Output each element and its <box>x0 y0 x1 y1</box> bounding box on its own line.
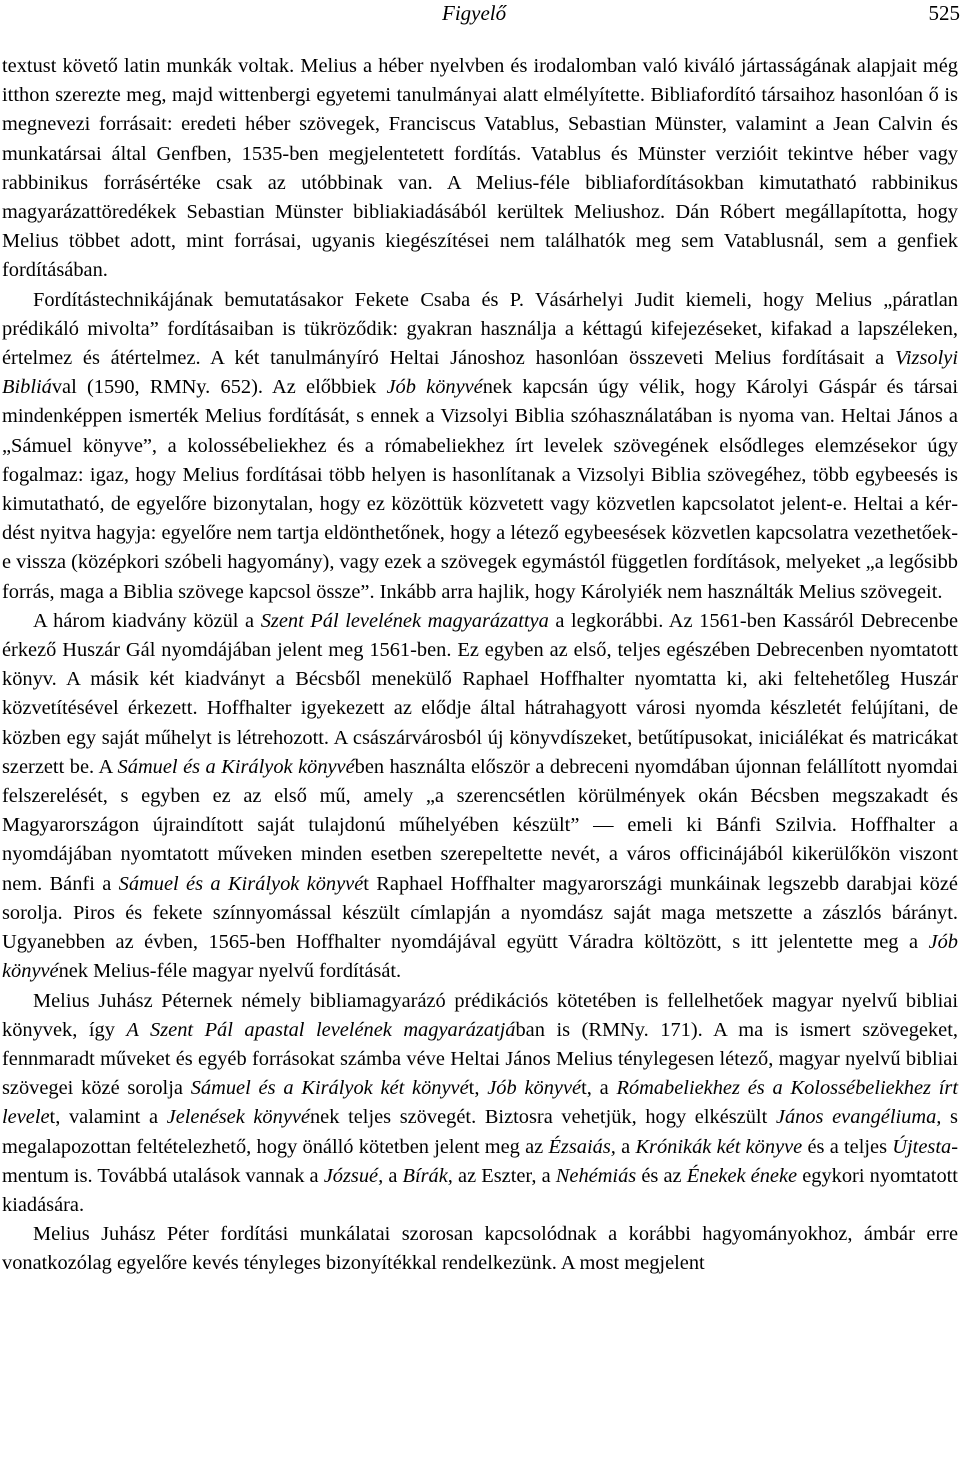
italic-title-text: Sámuel és a Királyok könyvé <box>118 872 364 895</box>
text-run: val (1590, RMNy. 652). Az előbbiek <box>51 376 387 399</box>
paragraph <box>2 607 958 987</box>
italic-title-text: János evangéliuma, <box>775 1106 942 1129</box>
italic-title-text: A Szent Pál apastal levelének magyarázatjá <box>126 1018 516 1041</box>
italic-title-text: Sámuel és a Királyok két könyvé <box>190 1077 469 1100</box>
italic-title-text: Sámuel és a Királyok könyvé <box>117 755 355 778</box>
text-run: Melius Juhász Péternek némely bibliamagyarázó prédikációs kötetében is fellelhetőek magyar nyelvű bibliai könyvek, így <box>2 989 958 1041</box>
italic-title-text: Nehémiás <box>555 1164 637 1187</box>
running-title: Figyelő <box>442 1 507 25</box>
body-text <box>2 52 958 1279</box>
italic-title-text: Énekek éneke <box>686 1164 798 1187</box>
paragraph <box>2 286 958 607</box>
page-number: 525 <box>928 1 960 25</box>
text-run: t, a <box>581 1077 617 1100</box>
text-run: t, valamint a <box>49 1106 167 1129</box>
text-run: textust követő latin munkák voltak. Melius a héber nyelvben és irodalomban való kiváló jártasságának alapjait még itthon szerezte meg, majd wittenbergi egyetemi tanulmányai alatt elmélyítette. Bibliafordító társaihoz hasonlóan ő is megnevezi forrásait: eredeti héber szövegek, Franciscus Vatablus, Sebastian Münster, valamint a Jean Calvin és munkatársai által Genfben, 1535-ben megjelentetett fordítás. Vatablus és Münster verzióit tekintve héber vagy rabbinikus forrásértéke csak az utóbbinak van. A Melius-féle bibliafordításokban kimutatható rabbinikus magyarázattöredékek Sebastian Münster bibliakiadásából kerültek Meliushoz. Dán Róbert megállapította, hogy Melius többet adott, mint forrásai, ugyanis kiegészítései nem találhatók meg sem Vatablusnál, sem a genfiek fordításában. <box>2 55 958 282</box>
paragraph <box>2 987 958 1221</box>
text-run: és az <box>636 1164 687 1187</box>
text-run: nek Melius-féle magyar nyelvű fordítását. <box>58 960 402 983</box>
italic-title-text: Bírák, <box>402 1164 453 1187</box>
text-run: a <box>383 1164 403 1187</box>
text-run: A három kiadvány közül a <box>33 609 261 632</box>
italic-title-text: Szent Pál levelének magyarázattya <box>260 609 549 632</box>
text-run: és a teljes <box>802 1135 893 1158</box>
text-run: Fordítástechnikájának bemutatásakor Fekete Csaba és P. Vásárhelyi Judit kiemeli, hogy Melius „páratlan prédikáló mivolta” fordításaiban is tükröződik: gyakran használja a kéttagú kifejezéseket, kifakad a lapszéleken, értelmez és átértelmez. A két tanulmányíró Heltai Jánoshoz hasonlóan összeveti Melius fordításait a <box>2 288 958 370</box>
text-run: ban is (RMNy. 171). A ma is ismert szövegeket, fennmaradt műveket és egyéb forrásokat számba véve Heltai János Melius ténylegesen létező, magyar nyelvű bibliai szövegei közé sorolja <box>2 1018 958 1100</box>
text-run: a <box>615 1135 636 1158</box>
paragraph <box>2 52 958 286</box>
text-run: t, <box>468 1077 488 1100</box>
text-run: mentum is. Továbbá utalások vannak a <box>2 1164 324 1187</box>
italic-title-text: Józsué, <box>323 1164 384 1187</box>
italic-title-text: Vizsolyi Bibliá <box>2 347 958 399</box>
italic-title-text: Ézsaiás, <box>548 1135 616 1158</box>
text-run: egykori nyomtatott kiadására. <box>2 1164 958 1216</box>
text-run: ben használta először a debreceni nyomdában újonnan felállított nyomdai felszerelését, s egyben ez az első mű, amely „a szerencsétlen körülmények okán Bécsben megszakadt és Magyarországon újraindított saját tulajdonú műhelyében készült” — emeli ki Bánfi Szilvia. Hoffhalter a nyomdájában nyomtatott műveken minden esetben szerepeltette nevét, a város officinájából kikerülőkön viszont nem. Bánfi a <box>2 755 958 895</box>
page-header <box>0 0 960 30</box>
text-run: s megalapozottan feltételezhető, hogy önálló kötetben jelent meg az <box>2 1106 958 1158</box>
italic-title-text: Jób könyvé <box>2 931 958 983</box>
text-run: az Eszter, a <box>452 1164 556 1187</box>
text-run: Melius Juhász Péter fordítási munkálatai szorosan kapcsolódnak a korábbi hagyományokhoz, ámbár erre vonatkozólag egyelőre kevés tényleges bizonyítékkal rendelkezünk. A most megjelent <box>2 1223 958 1275</box>
italic-title-text: Rómabeliekhez és a Kolossébeliekhez írt levele <box>2 1077 958 1129</box>
italic-title-text: Krónikák két könyve <box>635 1135 803 1158</box>
text-run: nek kapcsán úgy vélik, hogy Károlyi Gáspár és társai mindenképpen ismerték Melius fordítását, s ennek a Vizsolyi Biblia szóhasználatában is nyoma van. Heltai János a „Sámuel könyve”, a kolossébeliekhez és a rómabeliekhez írt levelek szövegének elsődleges elemzésekor úgy fogalmaz: igaz, hogy Melius fordításai több helyen is hasonlítanak a Vizsolyi Biblia szövegéhez, több egybeesés is kimutatható, de egyelőre bizonytalan, hogy ez közöttük közvetett vagy közvetlen kapcsolatot jelent-e. Heltai a kérdést nyitva hagyja: egyelőre nem tartja eldönthetőnek, hogy a létező egybeesések közvetlen kapcsolatra vezethetőek-e vissza (középkori szóbeli hagyomány), vagy ezek a szövegek egymástól független fordítások, melyeket „a legősibb forrás, maga a Biblia szövege kapcsol össze”. Inkább arra hajlik, hogy Károlyiék nem használták Melius szövegeit. <box>2 376 958 603</box>
italic-title-text: Újtesta <box>892 1135 958 1158</box>
text-run: nek teljes szövegét. Biztosra vehetjük, hogy elkészült <box>309 1106 776 1129</box>
paragraph <box>2 1220 958 1278</box>
text-run: t Raphael Hoffhalter magyarországi munkáinak legszebb darabjai közé sorolja. Piros és fekete színnyomással készült címlapján a nyomdász saját maga metszette a zászlós bárányt. Ugyanebben az évben, 1565-ben Hoffhalter nyomdájával együtt Váradra költözött, s itt jelentette meg a <box>2 872 958 954</box>
italic-title-text: Jób könyvé <box>386 376 483 399</box>
italic-title-text: Jelenések könyvé <box>166 1106 310 1129</box>
text-run: a legkorábbi. Az 1561-ben Kassáról Debrecenbe érkező Huszár Gál nyomdájában jelent meg 1561-ben. Ez egyben az első, teljes egészében Debrecenben nyomtatott könyv. A másik két kiadványt a Bécsből menekülő Raphael Hoffhalter nyomtatta ki, aki feltehetőleg Huszár közvetítésével érkezett. Hoffhalter igyekezett az elődje által hátrahagyott városi nyomda készletét felújítani, de közben egy saját műhelyt is létrehozott. A császárvárosból új könyvdíszeket, betűtípusokat, iniciálékat és matricákat szerzett be. A <box>2 609 958 778</box>
italic-title-text: Jób könyvé <box>487 1077 582 1100</box>
